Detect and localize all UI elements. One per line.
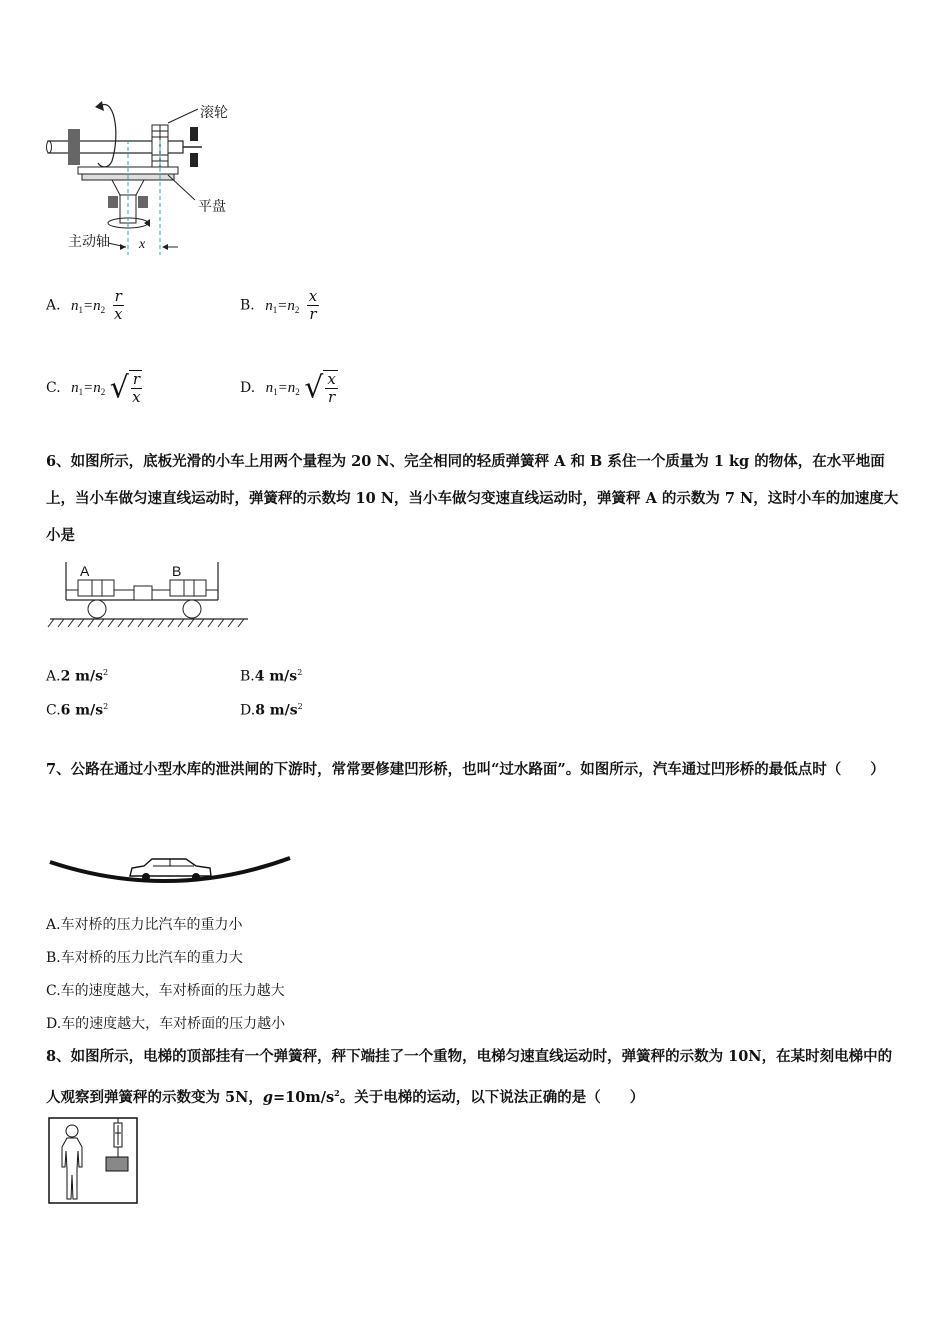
q5-option-d[interactable]: D. $n_1=n_2$ √ $\frac{x}{r}$ bbox=[240, 370, 336, 406]
q6-option-b[interactable]: B.4 $m/s^2$ bbox=[240, 668, 303, 685]
q7-option-b[interactable]: B.车对桥的压力比汽车的重力大 bbox=[46, 950, 243, 966]
q6-option-a[interactable]: A.2 $m/s^2$ bbox=[46, 668, 109, 685]
q7-option-a[interactable]: A.车对桥的压力比汽车的重力小 bbox=[46, 917, 243, 933]
elevator-figure bbox=[48, 1117, 139, 1205]
spring-a-label: A bbox=[80, 563, 90, 579]
q6-question-text: 6、如图所示，底板光滑的小车上用两个量程为 20 N、完全相同的轻质弹簧秤 A 和 B 系住一个质量为 1 kg 的物体，在水平地面上，当小车做匀速直线运动时，弹簧秤的示数均 10 N，当小车做匀变速直线运动时，弹簧秤 A 的示数为 7 N，这时小车的加速度大小是 bbox=[46, 453, 899, 544]
q8-question-text: 8、如图所示，电梯的顶部挂有一个弹簧秤，秤下端挂了一个重物，电梯匀速直线运动时，弹簧秤的示数为 10N，在某时刻电梯中的人观察到弹簧秤的示数变为 5N，$g=10m/s^2$。关于电梯的运动，以下说法正确的是（ ） bbox=[46, 1048, 893, 1106]
q7-question-text: 7、公路在通过小型水库的泄洪闸的下游时，常常要修建凹形桥，也叫“过水路面”。如图所示，汽车通过凹形桥的最低点时（ ） bbox=[46, 761, 885, 778]
plate-label: 平盘 bbox=[198, 199, 226, 215]
q6-option-c[interactable]: C.6 $m/s^2$ bbox=[46, 702, 109, 719]
roller-label: 滚轮 bbox=[200, 105, 228, 121]
q5-option-a[interactable]: A. $n_1=n_2$ $\frac{r}{x}$ bbox=[46, 287, 123, 323]
q7-option-d[interactable]: D.车的速度越大，车对桥面的压力越小 bbox=[46, 1016, 286, 1032]
concave-bridge-figure bbox=[48, 850, 293, 890]
shaft-label: 主动轴 bbox=[68, 234, 110, 250]
q6-option-d[interactable]: D.8 $m/s^2$ bbox=[240, 702, 303, 719]
spring-b-label: B bbox=[172, 563, 182, 579]
q5-option-b[interactable]: B. $n_1=n_2$ $\frac{x}{r}$ bbox=[240, 287, 318, 323]
q7-option-c[interactable]: C.车的速度越大，车对桥面的压力越大 bbox=[46, 983, 285, 999]
cart-spring-figure bbox=[46, 558, 251, 633]
x-label: x bbox=[139, 237, 146, 252]
q5-option-c[interactable]: C. $n_1=n_2$ √ $\frac{r}{x}$ bbox=[46, 370, 141, 406]
